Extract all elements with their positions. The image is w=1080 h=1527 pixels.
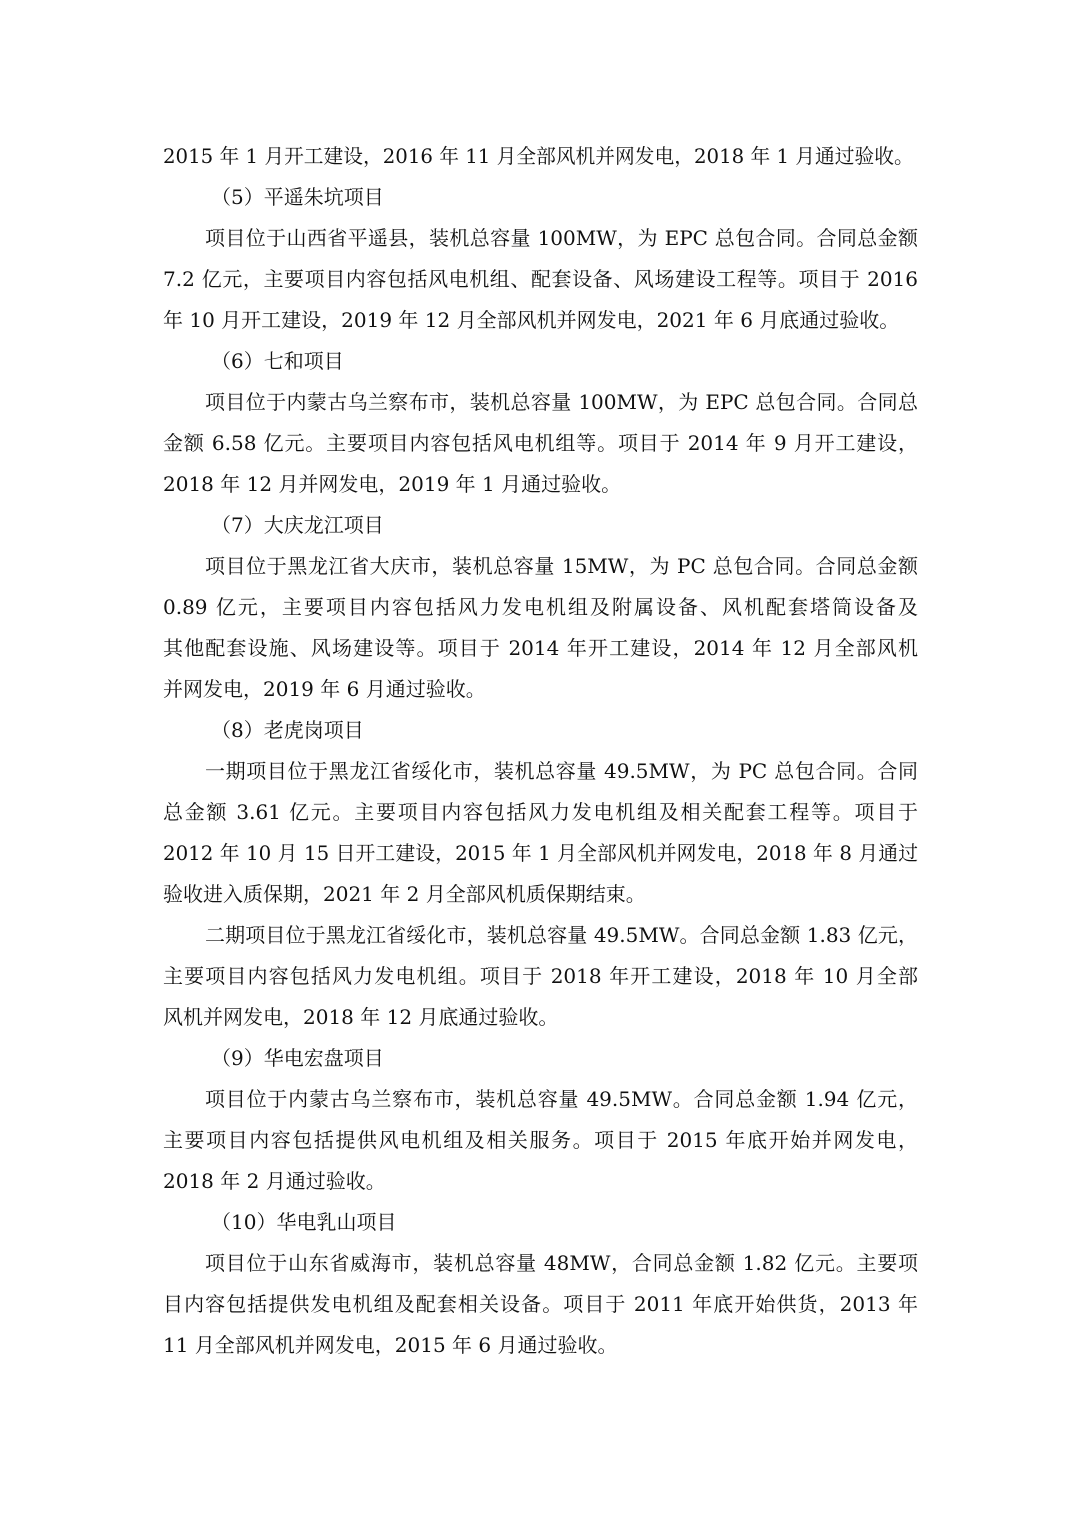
section-heading: （9）华电宏盘项目 [211,1046,384,1070]
paragraph-line: 主要项目内容包括风力发电机组。项目于 2018 年开工建设，2018 年 10 月全部 [163,964,918,988]
paragraph-line: 年 10 月开工建设，2019 年 12 月全部风机并网发电，2021 年 6 月底通过验收。 [163,308,900,332]
paragraph-line: 一期项目位于黑龙江省绥化市，装机总容量 49.5MW，为 PC 总包合同。合同 [205,759,918,783]
paragraph-line: 总金额 3.61 亿元。主要项目内容包括风力发电机组及相关配套工程等。项目于 [163,800,918,824]
section-heading: （10）华电乳山项目 [211,1210,397,1234]
document-body [163,136,918,1366]
paragraph-line: 并网发电，2019 年 6 月通过验收。 [163,677,486,701]
paragraph-line: 验收进入质保期，2021 年 2 月全部风机质保期结束。 [163,882,646,906]
section-heading: （7）大庆龙江项目 [211,513,384,537]
paragraph-line: 其他配套设施、风场建设等。项目于 2014 年开工建设，2014 年 12 月全部风机 [163,636,918,660]
paragraph-line: 项目位于山东省威海市，装机总容量 48MW，合同总金额 1.82 亿元。主要项 [205,1251,918,1275]
paragraph-line: 风机并网发电，2018 年 12 月底通过验收。 [163,1005,559,1029]
paragraph-line: 项目位于内蒙古乌兰察布市，装机总容量 49.5MW。合同总金额 1.94 亿元， [205,1087,918,1111]
paragraph-line: 目内容包括提供发电机组及配套相关设备。项目于 2011 年底开始供货，2013 年 [163,1292,918,1316]
section-heading: （8）老虎岗项目 [211,718,364,742]
paragraph-line: 项目位于山西省平遥县，装机总容量 100MW，为 EPC 总包合同。合同总金额 [205,226,918,250]
paragraph-line: 项目位于内蒙古乌兰察布市，装机总容量 100MW，为 EPC 总包合同。合同总 [205,390,918,414]
paragraph-line: 11 月全部风机并网发电，2015 年 6 月通过验收。 [163,1333,618,1357]
paragraph-line: 二期项目位于黑龙江省绥化市，装机总容量 49.5MW。合同总金额 1.83 亿元， [205,923,918,947]
paragraph-line: 2012 年 10 月 15 日开工建设，2015 年 1 月全部风机并网发电，2018 年 8 月通过 [163,842,918,865]
paragraph-line: 项目位于黑龙江省大庆市，装机总容量 15MW，为 PC 总包合同。合同总金额 [205,554,918,578]
paragraph-line: 0.89 亿元，主要项目内容包括风力发电机组及附属设备、风机配套塔筒设备及 [163,595,918,619]
paragraph-line: 2018 年 2 月通过验收。 [163,1169,386,1193]
paragraph-line: 2018 年 12 月并网发电，2019 年 1 月通过验收。 [163,472,622,496]
paragraph-line: 金额 6.58 亿元。主要项目内容包括风电机组等。项目于 2014 年 9 月开工建设， [163,431,918,455]
section-heading: （6）七和项目 [211,349,344,373]
paragraph-line: 主要项目内容包括提供风电机组及相关服务。项目于 2015 年底开始并网发电， [163,1128,918,1152]
paragraph-line: 7.2 亿元，主要项目内容包括风电机组、配套设备、风场建设工程等。项目于 2016 [163,267,918,291]
paragraph-line: 2015 年 1 月开工建设，2016 年 11 月全部风机并网发电，2018 年 1 月通过验收。 [163,145,914,168]
section-heading: （5）平遥朱坑项目 [211,185,384,209]
